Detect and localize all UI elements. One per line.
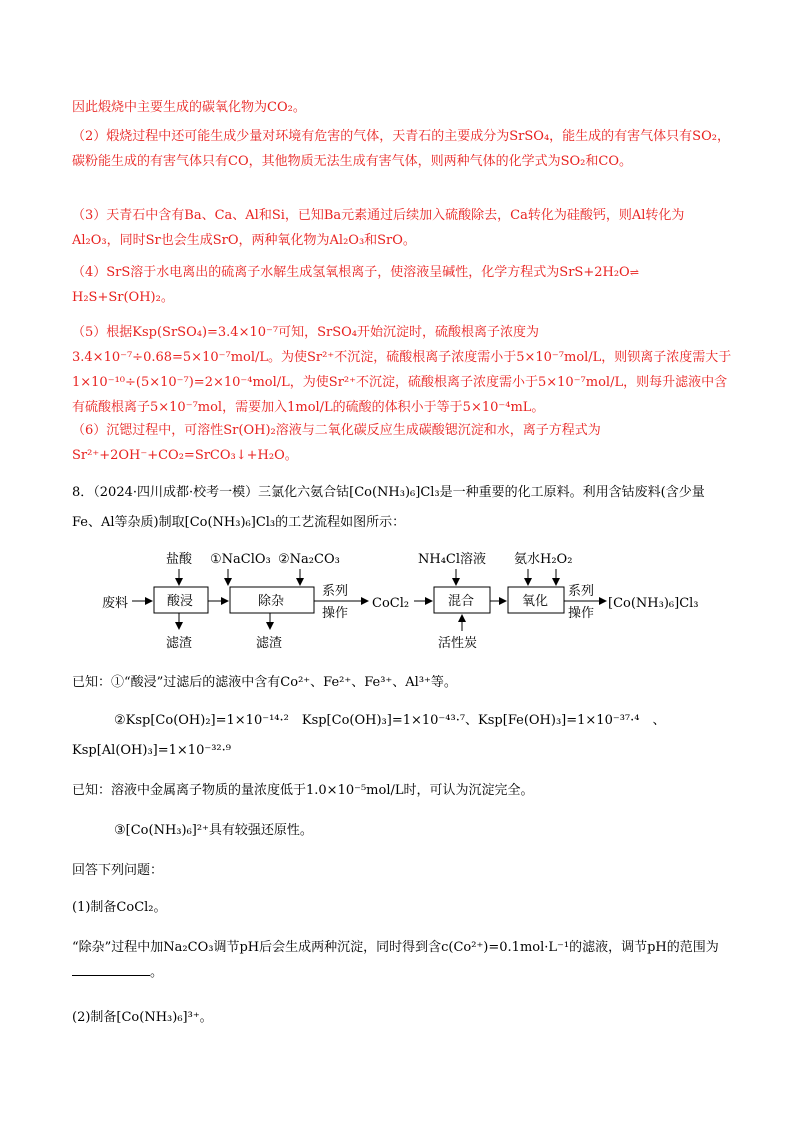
answer-blank[interactable] xyxy=(72,961,150,976)
known-2: ②Ksp[Co(OH)₂]=1×10⁻¹⁴·² Ksp[Co(OH)₃]=1×10⁻⁴³·⁷、Ksp[Fe(OH)₃]=1×10⁻³⁷·⁴ 、 xyxy=(114,713,666,728)
subquestion-1-text: “除杂”过程中加Na₂CO₃调节pH后会生成两种沉淀，同时得到含c(Co²⁺)=0.1mol·L⁻¹的滤液，调节pH的范围为 xyxy=(72,940,719,955)
solution-part-5: （5）根据Ksp(SrSO₄)=3.4×10⁻⁷可知，SrSO₄开始沉淀时，硫酸根离子浓度为3.4×10⁻⁷÷0.68=5×10⁻⁷mol/L。为使Sr²⁺不沉淀，硫酸根离子浓度需小于5×10⁻⁷mol/L，则钡离子浓度需大于1×10⁻¹⁰÷(5×10⁻⁷)=2×10⁻⁴mol/L，为使Sr²⁺不沉淀，硫酸根离子浓度需小于5×10⁻⁷mol/L，则每升滤液中含有硫酸根离子5×10⁻⁷mol，需要加入1mol/L的硫酸的体积小于等于5×10⁻⁴mL。 xyxy=(72,325,732,415)
flow-nh4cl-label: NH₄Cl溶液 xyxy=(418,552,487,567)
flow-cocl2-label: CoCl₂ xyxy=(372,596,410,611)
solution-line-1: 因此煅烧中主要生成的碳氧化物为CO₂。 xyxy=(72,100,306,115)
flow-product-label: [Co(NH₃)₆]Cl₃ xyxy=(608,596,699,611)
solution-part-4-text: （4）SrS溶于水电离出的硫离子水解生成氢氧根离子，使溶液呈碱性，化学方程式为SrS+2H₂O xyxy=(72,265,630,280)
known-2-continued: Ksp[Al(OH)₃]=1×10⁻³²·⁹ xyxy=(72,743,231,758)
flow-oxidize-label: 氧化 xyxy=(522,594,549,609)
flow-waste-label: 废料 xyxy=(102,596,129,611)
known-3: 已知：溶液中金属离子物质的量浓度低于1.0×10⁻⁵mol/L时，可认为沉淀完全。 xyxy=(72,783,534,798)
solution-part-4 xyxy=(72,260,732,310)
flow-leach-label: 酸浸 xyxy=(167,594,194,609)
flow-reagent-na2co3: ②Na₂CO₃ xyxy=(278,552,340,567)
flow-h2o2-label: H₂O₂ xyxy=(540,552,573,567)
flow-op1-top: 系列 xyxy=(322,584,349,599)
subquestion-1-end: 。 xyxy=(150,965,164,980)
flow-reagent-naclo3: ①NaClO₃ xyxy=(210,552,271,567)
known-1: 已知：①“酸浸”过滤后的滤液中含有Co²⁺、Fe²⁺、Fe³⁺、Al³⁺等。 xyxy=(72,675,457,690)
solution-part-4-product: H₂S+Sr(OH)₂。 xyxy=(72,290,174,305)
solution-part-2: （2）煅烧过程中还可能生成少量对环境有危害的气体，天青石的主要成分为SrSO₄，能生成的有害气体只有SO₂，碳粉能生成的有害气体只有CO，其他物质无法生成有害气体，则两种气体的化学式为SO₂和CO。 xyxy=(72,129,730,169)
flow-carbon-label: 活性炭 xyxy=(438,636,478,651)
answer-prompt: 回答下列问题： xyxy=(72,863,164,878)
flow-ammonia-label: 氨水 xyxy=(514,552,541,567)
subquestion-1: (1)制备CoCl₂。 xyxy=(72,900,167,915)
solution-part-6: （6）沉锶过程中，可溶性Sr(OH)₂溶液与二氧化碳反应生成碳酸锶沉淀和水，离子方程式为Sr²⁺+2OH⁻+CO₂=SrCO₃↓+H₂O。 xyxy=(72,423,601,463)
subquestion-1-question xyxy=(72,935,732,985)
known-4: ③[Co(NH₃)₆]²⁺具有较强还原性。 xyxy=(114,823,313,838)
flow-residue-1: 滤渣 xyxy=(166,636,193,651)
flow-op2-bottom: 操作 xyxy=(568,606,595,621)
flow-op1-bottom: 操作 xyxy=(322,606,349,621)
flow-acid-label: 盐酸 xyxy=(166,552,193,567)
flow-mix-label: 混合 xyxy=(448,594,475,609)
flow-residue-2: 滤渣 xyxy=(256,636,283,651)
flow-purify-label: 除杂 xyxy=(258,594,285,609)
subquestion-2: (2)制备[Co(NH₃)₆]³⁺。 xyxy=(72,1010,213,1025)
process-flow-diagram xyxy=(100,545,720,655)
equilibrium-arrow-icon: ⇌ xyxy=(629,266,638,279)
flow-op2-top: 系列 xyxy=(568,584,595,599)
solution-part-3: （3）天青石中含有Ba、Ca、Al和Si，已知Ba元素通过后续加入硫酸除去，Ca转化为硅酸钙，则Al转化为Al₂O₃，同时Sr也会生成SrO，两种氧化物为Al₂O₃和SrO。 xyxy=(72,208,685,248)
question-8-intro: 8．（2024·四川成都·校考一模）三氯化六氨合钴[Co(NH₃)₆]Cl₃是一种重要的化工原料。利用含钴废料(含少量Fe、Al等杂质)制取[Co(NH₃)₆]Cl₃的工艺流程如图所示： xyxy=(72,485,705,530)
